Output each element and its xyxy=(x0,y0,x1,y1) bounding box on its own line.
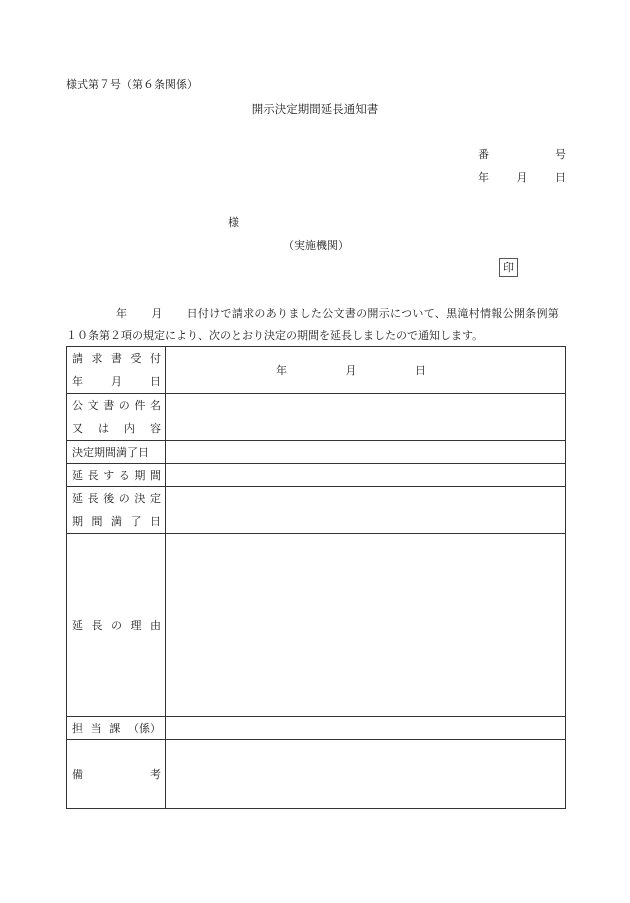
label-new-deadline xyxy=(67,487,166,534)
label-extension-period: 延 長 す る 期 間 xyxy=(67,464,166,487)
label-remarks: 備 考 xyxy=(67,740,166,809)
table-row xyxy=(67,740,566,809)
date-month: 月 xyxy=(516,171,528,184)
value-remarks[interactable] xyxy=(166,740,566,809)
body-month: 月 xyxy=(151,307,163,320)
table-row xyxy=(67,464,566,487)
value-decision-deadline[interactable] xyxy=(166,441,566,464)
table-row xyxy=(67,717,566,740)
label-decision-deadline: 決定期間満了日 xyxy=(67,441,166,464)
label-extension-reason: 延 長 の 理 由 xyxy=(67,534,166,717)
seal-stamp: 印 xyxy=(499,258,518,277)
label-document-name xyxy=(67,394,166,441)
notice-body-line2: １０条第２項の規定により、次のとおり決定の期間を延長しましたので通知します。 xyxy=(66,329,484,342)
label-line: 延 長 後 の 決 定 xyxy=(72,492,161,505)
number-suffix: 号 xyxy=(555,148,566,161)
notice-table xyxy=(66,346,566,809)
table-row xyxy=(67,441,566,464)
implementing-agency: （実施機関） xyxy=(283,239,349,252)
body-text-1: 日付けで請求のありました公文書の開示について、黒滝村情報公開条例第 xyxy=(186,307,560,320)
notice-body xyxy=(66,303,566,347)
label-line: 期 間 満 了 日 xyxy=(72,515,161,528)
table-row xyxy=(67,534,566,717)
value-year: 年 xyxy=(276,364,287,377)
table-row xyxy=(67,487,566,534)
value-month: 月 xyxy=(345,364,357,377)
value-day: 日 xyxy=(415,364,426,377)
date-day: 日 xyxy=(555,171,566,184)
value-request-date[interactable] xyxy=(166,347,566,394)
table-row xyxy=(67,347,566,394)
form-number: 様式第７号（第６条関係） xyxy=(66,78,198,91)
addressee: 様 xyxy=(228,216,239,229)
document-date xyxy=(478,169,566,185)
table-row xyxy=(67,394,566,441)
body-year: 年 xyxy=(116,307,128,320)
number-label: 番 xyxy=(478,148,489,161)
value-new-deadline[interactable] xyxy=(166,487,566,534)
label-line: 請 求 書 受 付 xyxy=(72,352,161,365)
value-extension-reason[interactable] xyxy=(166,534,566,717)
label-request-date xyxy=(67,347,166,394)
notice-body-line1 xyxy=(66,303,566,325)
date-year: 年 xyxy=(478,171,489,184)
value-department[interactable] xyxy=(166,717,566,740)
value-extension-period[interactable] xyxy=(166,464,566,487)
document-title: 開示決定期間延長通知書 xyxy=(251,102,379,116)
label-line: 公 文 書 の 件 名 xyxy=(72,399,161,412)
label-department: 担 当 課 （係） xyxy=(67,717,166,740)
document-number xyxy=(478,146,566,162)
value-document-name[interactable] xyxy=(166,394,566,441)
label-line: 又 は 内 容 xyxy=(72,422,161,435)
label-line: 年 月 日 xyxy=(72,375,161,388)
